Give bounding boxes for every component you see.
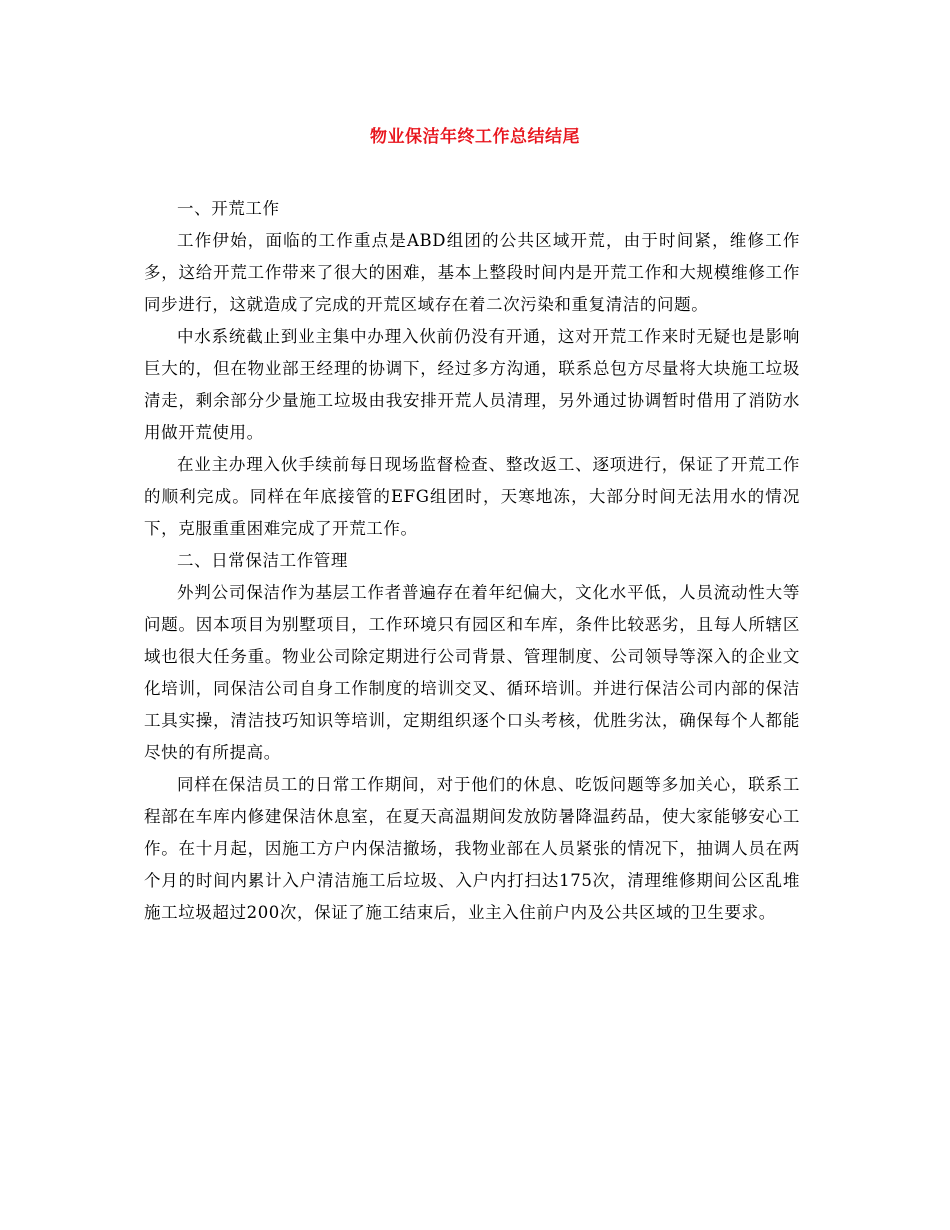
section-heading-1: 一、开荒工作 xyxy=(177,199,280,218)
paragraph: 中水系统截止到业主集中办理入伙前仍没有开通，这对开荒工作来时无疑也是影响巨大的，但在物业部王经理的协调下，经过多方沟通，联系总包方尽量将大块施工垃圾清走，剩余部分少量施工垃圾由我安排开荒人员清理，另外通过协调暂时借用了消防水用做开荒使用。 xyxy=(144,327,800,442)
document-body xyxy=(144,193,800,929)
paragraph: 工作伊始，面临的工作重点是ABD组团的公共区域开荒，由于时间紧，维修工作多，这给开荒工作带来了很大的困难，基本上整段时间内是开荒工作和大规模维修工作同步进行，这就造成了完成的开荒区域存在着二次污染和重复清洁的问题。 xyxy=(144,231,800,314)
paragraph: 外判公司保洁作为基层工作者普遍存在着年纪偏大，文化水平低，人员流动性大等问题。因本项目为别墅项目，工作环境只有园区和车库，条件比较恶劣，且每人所辖区域也很大任务重。物业公司除定期进行公司背景、管理制度、公司领导等深入的企业文化培训，同保洁公司自身工作制度的培训交叉、循环培训。并进行保洁公司内部的保洁工具实操，清洁技巧知识等培训，定期组织逐个口头考核，优胜劣汰，确保每个人都能尽快的有所提高。 xyxy=(144,583,800,762)
section-heading-2: 二、日常保洁工作管理 xyxy=(177,551,348,570)
document-title: 物业保洁年终工作总结结尾 xyxy=(370,127,580,147)
paragraph: 在业主办理入伙手续前每日现场监督检查、整改返工、逐项进行，保证了开荒工作的顺利完成。同样在年底接管的EFG组团时，天寒地冻，大部分时间无法用水的情况下，克服重重困难完成了开荒工作。 xyxy=(144,455,800,538)
paragraph: 同样在保洁员工的日常工作期间，对于他们的休息、吃饭问题等多加关心，联系工程部在车库内修建保洁休息室，在夏天高温期间发放防暑降温药品，使大家能够安心工作。在十月起，因施工方户内保洁撤场，我物业部在人员紧张的情况下，抽调人员在两个月的时间内累计入户清洁施工后垃圾、入户内打扫达175次，清理维修期间公区乱堆施工垃圾超过200次，保证了施工结束后，业主入住前户内及公共区域的卫生要求。 xyxy=(144,775,800,922)
